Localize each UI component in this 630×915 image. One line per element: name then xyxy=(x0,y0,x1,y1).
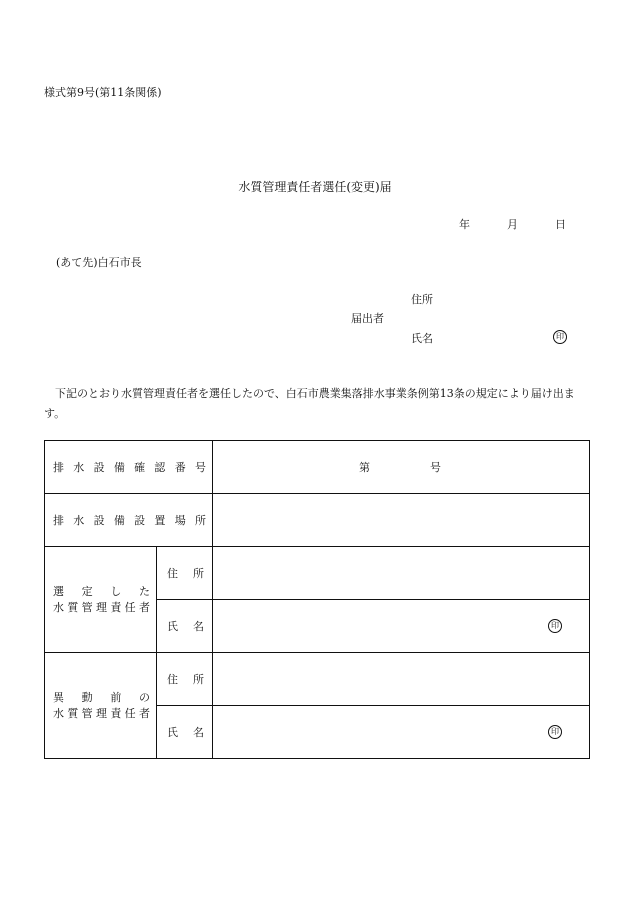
date-day-label: 日 xyxy=(555,218,566,231)
previous-manager-label xyxy=(45,653,157,759)
seal-icon: 印 xyxy=(548,619,562,633)
form-number: 様式第9号(第11条関係) xyxy=(44,86,162,99)
applicant-address-label: 住所 xyxy=(411,293,433,306)
installation-location-label: 排水設備設置場所 xyxy=(45,494,213,547)
seal-icon: 印 xyxy=(548,725,562,739)
table-row xyxy=(45,653,590,706)
date-month-label: 月 xyxy=(507,218,518,231)
previous-manager-address-field[interactable] xyxy=(213,653,590,706)
previous-manager-line1: 異動前の xyxy=(53,690,150,704)
form-table xyxy=(44,440,590,759)
previous-manager-name-label: 氏名 xyxy=(157,706,213,759)
previous-manager-address-label: 住所 xyxy=(157,653,213,706)
seal-icon: 印 xyxy=(553,330,567,344)
applicant-label: 届出者 xyxy=(351,312,384,325)
statement-text: 下記のとおり水質管理責任者を選任したので、白石市農業集落排水事業条例第13条の規定により届け出ます。 xyxy=(44,387,575,420)
table-row xyxy=(45,494,590,547)
selected-manager-address-field[interactable] xyxy=(213,547,590,600)
selected-manager-line2: 水質管理責任者 xyxy=(53,600,150,614)
selected-manager-name-label: 氏名 xyxy=(157,600,213,653)
selected-manager-line1: 選定した xyxy=(53,584,150,598)
number-suffix: 号 xyxy=(430,461,441,474)
table-row xyxy=(45,441,590,494)
selected-manager-label xyxy=(45,547,157,653)
date-year-label: 年 xyxy=(459,218,470,231)
table-row xyxy=(45,547,590,600)
installation-location-field[interactable] xyxy=(213,494,590,547)
previous-manager-name-field[interactable] xyxy=(213,706,590,759)
previous-manager-line2: 水質管理責任者 xyxy=(53,706,150,720)
confirmation-number-field[interactable] xyxy=(213,441,590,494)
applicant-name-label: 氏名 xyxy=(411,332,433,345)
number-prefix: 第 xyxy=(359,461,370,474)
confirmation-number-label: 排水設備確認番号 xyxy=(45,441,213,494)
selected-manager-address-label: 住所 xyxy=(157,547,213,600)
selected-manager-name-field[interactable] xyxy=(213,600,590,653)
addressee: (あて先)白石市長 xyxy=(56,256,142,269)
document-title: 水質管理責任者選任(変更)届 xyxy=(238,180,392,194)
